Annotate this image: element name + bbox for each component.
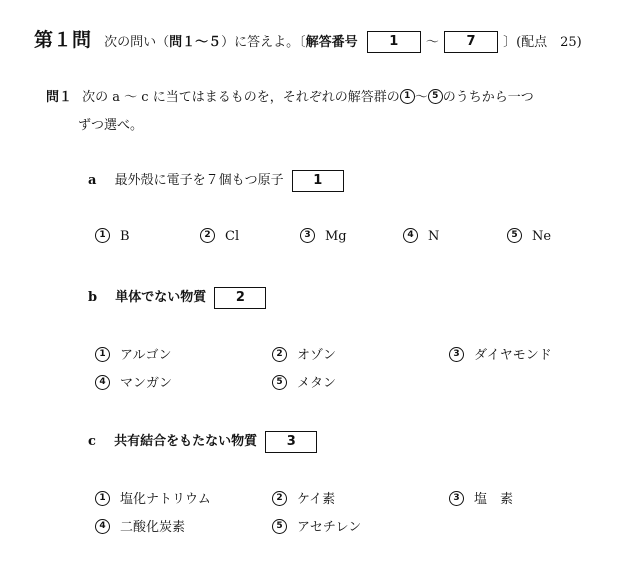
header-line	[34, 25, 582, 53]
question-text: 次の a ～ c に当てはまるものを，それぞれの解答群の	[82, 90, 400, 105]
part-c-prompt	[88, 430, 317, 453]
question-stem-line1	[46, 86, 534, 105]
part-c-option-1	[95, 488, 211, 507]
part-a-option-4	[403, 229, 439, 244]
part-b-prompt	[88, 286, 266, 309]
part-b-option-1	[95, 344, 171, 363]
circled-number: 2	[272, 491, 287, 506]
circled-number-5: 5	[428, 89, 443, 104]
instruction-pre: 次の問い（	[104, 35, 170, 50]
part-letter: b	[88, 290, 98, 305]
part-c-option-5	[272, 516, 361, 535]
score-note: 〕(配点 25)	[503, 35, 582, 50]
option-label: N	[428, 229, 440, 244]
part-a-prompt	[88, 169, 344, 192]
circled-number: 1	[95, 228, 110, 243]
circled-number: 3	[300, 228, 315, 243]
circled-number: 2	[200, 228, 215, 243]
part-letter: c	[88, 434, 96, 449]
option-label: B	[120, 229, 130, 244]
option-label: 塩 素	[474, 492, 514, 507]
option-label: ケイ素	[297, 492, 336, 507]
instruction-post: ）に答えよ。〔	[221, 35, 306, 50]
circled-number: 5	[507, 228, 522, 243]
option-label: マンガン	[120, 376, 173, 391]
option-label: オゾン	[297, 348, 337, 363]
part-b-option-5	[272, 372, 336, 391]
circled-number: 3	[449, 347, 464, 362]
part-b-option-2	[272, 344, 336, 363]
part-c-option-2	[272, 488, 335, 507]
question-stem-line2: ずつ選べ。	[78, 118, 144, 133]
circled-number: 5	[272, 519, 287, 534]
option-label: Mg	[325, 229, 347, 244]
part-prompt-text: 最外殻に電子を７個もつ原子	[114, 173, 284, 188]
part-prompt-text: 単体でない物質	[115, 290, 207, 305]
option-label: Ne	[532, 229, 552, 244]
circled-number: 4	[403, 228, 418, 243]
part-a-option-2	[200, 229, 239, 244]
circled-number: 2	[272, 347, 287, 362]
option-label: 二酸化炭素	[120, 520, 186, 535]
range-tilde: ～	[425, 35, 439, 50]
circled-number: 4	[95, 519, 110, 534]
option-label: アセチレン	[297, 520, 362, 535]
problem-title: 第１問	[34, 29, 92, 51]
question-label: 問１	[46, 90, 73, 105]
range-start-box: 1	[367, 31, 421, 53]
option-label: メタン	[297, 376, 337, 391]
answer-box: 2	[214, 287, 266, 309]
part-a-option-5	[507, 229, 551, 244]
question-range-tilde: ～	[414, 90, 428, 105]
part-c-option-4	[95, 516, 185, 535]
circled-number: 1	[95, 347, 110, 362]
part-letter: a	[88, 173, 97, 188]
answer-box: 1	[292, 170, 344, 192]
circled-number: 4	[95, 375, 110, 390]
option-label: 塩化ナトリウム	[120, 492, 211, 507]
option-label: Cl	[225, 229, 240, 244]
option-label: アルゴン	[120, 348, 172, 363]
instruction-bold: 問１～５	[169, 35, 222, 50]
circled-number-1: 1	[400, 89, 415, 104]
answer-box: 3	[265, 431, 317, 453]
circled-number: 5	[272, 375, 287, 390]
question-text-tail: のうちから一つ	[442, 90, 534, 105]
header-instruction	[104, 35, 358, 50]
circled-number: 1	[95, 491, 110, 506]
part-a-option-1	[95, 229, 130, 244]
answer-number-label: 解答番号	[305, 35, 358, 50]
range-end-box: 7	[444, 31, 498, 53]
part-a-option-3	[300, 229, 347, 244]
part-b-option-4	[95, 372, 172, 391]
option-label: ダイヤモンド	[474, 348, 552, 363]
circled-number: 3	[449, 491, 464, 506]
part-prompt-text: 共有結合をもたない物質	[114, 434, 258, 449]
part-c-option-3	[449, 488, 513, 507]
part-b-option-3	[449, 344, 552, 363]
